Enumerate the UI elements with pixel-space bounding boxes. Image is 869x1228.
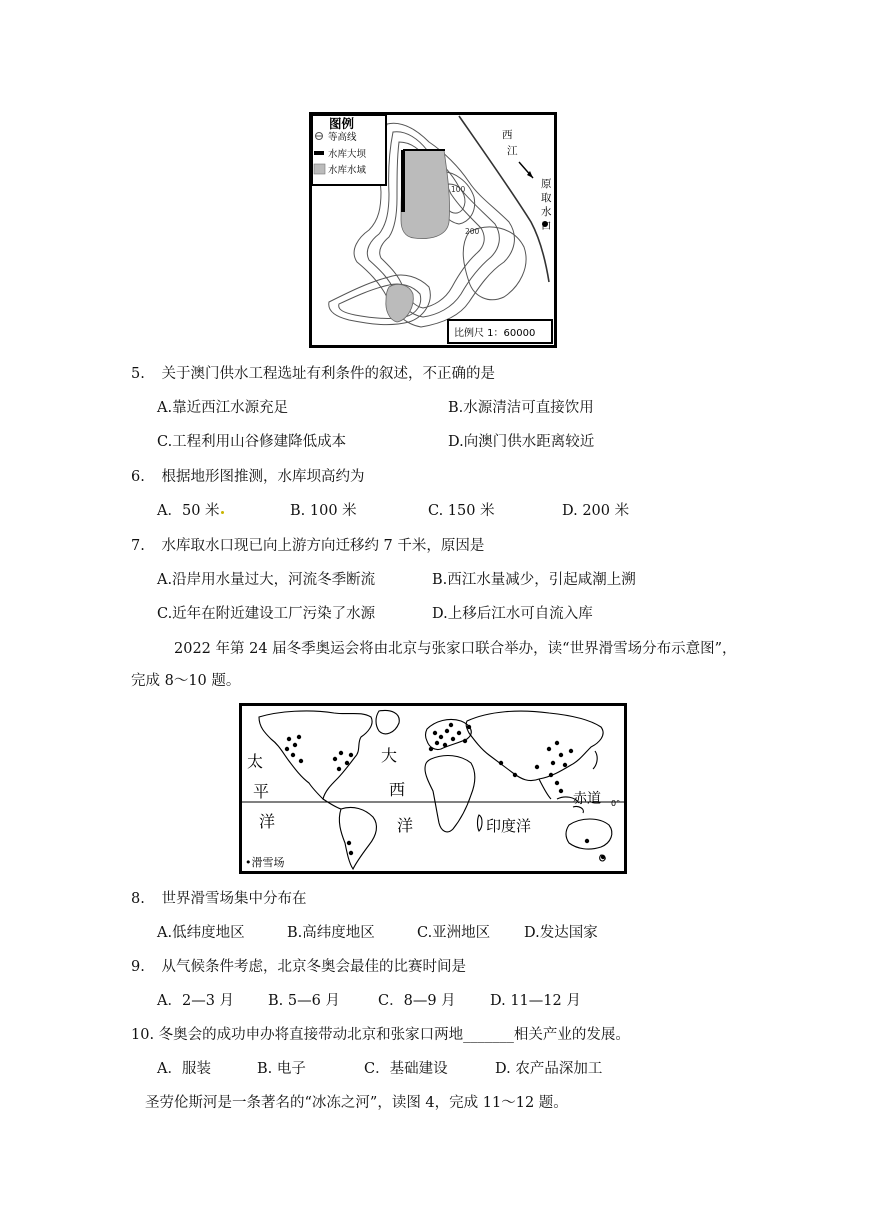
q9-option-a: A．2—3 月 (157, 993, 235, 1009)
question-stem: 根据地形图推测，水库坝高约为 (161, 469, 365, 485)
ocean-label-yang2: 洋 (397, 816, 414, 835)
equator-degree: 0° (611, 799, 621, 808)
question-number: 6. (131, 469, 145, 485)
q8-option-c: C.亚洲地区 (417, 925, 491, 941)
q7-option-b: B.西江水量减少，引起咸潮上溯 (432, 572, 636, 588)
ocean-label-yang1: 洋 (259, 812, 276, 831)
question-9 (131, 955, 466, 976)
question-stem: 冬奥会的成功申办将直接带动北京和张家口两地_______相关产业的发展。 (158, 1027, 630, 1043)
ocean-label-tai: 太 (247, 752, 264, 771)
q7-option-d: D.上移后江水可自流入库 (432, 606, 593, 622)
intro-8-10-line-1: 2022 年第 24 届冬季奥运会将由北京与张家口联合举办，读“世界滑雪场分布示意图”， (174, 641, 737, 657)
world-ski-map-graphic (239, 703, 627, 874)
intake-label-4: 口 (541, 220, 552, 232)
question-number: 5. (131, 366, 145, 382)
q5-option-c: C.工程利用山谷修建降低成本 (157, 434, 347, 450)
q6-option-b: B. 100 米 (290, 503, 357, 519)
q9-option-b: B. 5—6 月 (268, 993, 340, 1009)
intro-8-10-line-2: 完成 8～10 题。 (131, 673, 241, 689)
q10-option-d: D. 农产品深加工 (495, 1061, 603, 1077)
question-number: 10. (131, 1027, 155, 1043)
q8-option-d: D.发达国家 (524, 925, 598, 941)
question-number: 8. (131, 891, 145, 907)
reservoir-map-graphic (309, 112, 557, 348)
ocean-label-xi: 西 (389, 780, 406, 799)
question-stem: 关于澳门供水工程选址有利条件的叙述，不正确的是 (161, 366, 495, 382)
legend-item-contour: 等高线 (328, 132, 357, 143)
question-8 (131, 887, 306, 908)
reservoir-map (309, 112, 557, 348)
legend-item-dam: 水库大坝 (328, 149, 367, 160)
ocean-label-ping: 平 (253, 782, 270, 801)
question-number: 9. (131, 959, 145, 975)
question-stem: 水库取水口现已向上游方向迁移约 7 千米，原因是 (161, 538, 485, 554)
contour-label-200: 200 (465, 227, 480, 236)
q7-option-c: C.近年在附近建设工厂污染了水源 (157, 606, 376, 622)
world-ski-map (239, 703, 627, 874)
question-5 (131, 362, 495, 383)
question-6 (131, 465, 364, 486)
q6-option-c: C. 150 米 (428, 503, 495, 519)
intake-label-3: 水 (541, 206, 552, 218)
intake-label-2: 取 (541, 192, 552, 204)
scale-label: 比例尺 1：60000 (454, 328, 536, 339)
contour-label-100: 100 (451, 185, 466, 194)
q9-option-c: C．8—9 月 (378, 993, 456, 1009)
q5-option-b: B.水源清洁可直接饮用 (448, 400, 594, 416)
stray-dot-mark (221, 511, 224, 514)
q8-option-a: A.低纬度地区 (157, 925, 245, 941)
equator-label: 赤道 (573, 791, 601, 807)
ski-map-legend: •滑雪场 (245, 856, 285, 869)
q9-option-d: D. 11—12 月 (490, 993, 581, 1009)
question-stem: 世界滑雪场集中分布在 (161, 891, 307, 907)
q5-option-a: A.靠近西江水源充足 (157, 400, 289, 416)
q10-option-b: B. 电子 (257, 1061, 306, 1077)
question-7 (131, 534, 484, 555)
q6-option-d: D. 200 米 (562, 503, 630, 519)
river-label-2: 江 (507, 145, 518, 157)
reservoir-area-icon (314, 164, 325, 174)
q5-option-d: D.向澳门供水距离较近 (448, 434, 595, 450)
q6-option-a: A．50 米 (157, 503, 220, 519)
question-10 (131, 1023, 630, 1044)
ocean-label-da: 大 (381, 746, 398, 765)
legend-item-water: 水库水域 (328, 165, 367, 176)
river-label-1: 西 (502, 129, 513, 141)
intro-11-12: 圣劳伦斯河是一条著名的“冰冻之河”，读图 4，完成 11～12 题。 (145, 1095, 568, 1111)
question-stem: 从气候条件考虑，北京冬奥会最佳的比赛时间是 (161, 959, 466, 975)
intake-label-1: 原 (541, 178, 552, 190)
q10-option-a: A．服装 (157, 1061, 211, 1077)
legend-title: 图例 (329, 116, 355, 131)
q7-option-a: A.沿岸用水量过大，河流冬季断流 (157, 572, 376, 588)
question-number: 7. (131, 538, 145, 554)
q10-option-c: C．基础建设 (364, 1061, 448, 1077)
ocean-label-indian: 印度洋 (486, 817, 532, 835)
q8-option-b: B.高纬度地区 (287, 925, 375, 941)
